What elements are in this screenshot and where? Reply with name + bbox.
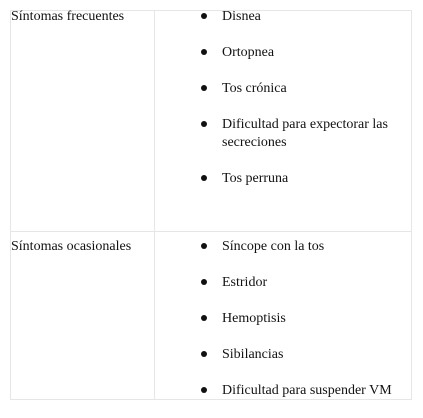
list-item-text: Sibilancias — [222, 347, 284, 362]
bullet-icon — [201, 279, 207, 285]
list-item — [156, 170, 423, 188]
list-item-text: Dificultad para suspender VM — [222, 383, 392, 398]
symptoms-table — [10, 10, 412, 400]
list-item — [156, 44, 423, 62]
list-item-text: Síncope con la tos — [222, 239, 325, 254]
column-divider — [154, 11, 155, 399]
list-item — [156, 274, 423, 292]
list-item — [156, 238, 423, 256]
list-item-text: Estridor — [222, 275, 268, 290]
list-item — [156, 346, 423, 364]
list-item — [156, 382, 423, 400]
occasional-symptoms-list — [156, 238, 423, 418]
list-item-text: Hemoptisis — [222, 311, 286, 326]
list-item — [156, 80, 423, 98]
list-item — [156, 310, 423, 328]
row-divider — [11, 231, 411, 232]
bullet-icon — [201, 121, 207, 127]
bullet-icon — [201, 387, 207, 393]
bullet-icon — [201, 13, 207, 19]
list-item-text: Dificultad para expectorar las secreciones — [222, 117, 388, 150]
list-item — [156, 116, 423, 152]
bullet-icon — [201, 175, 207, 181]
list-item — [156, 8, 423, 26]
list-item-text: Tos crónica — [222, 81, 287, 96]
list-item-text: Disnea — [222, 9, 261, 24]
bullet-icon — [201, 351, 207, 357]
bullet-icon — [201, 243, 207, 249]
frequent-symptoms-list — [156, 8, 423, 206]
row-label-occasional: Síntomas ocasionales — [11, 239, 132, 254]
bullet-icon — [201, 315, 207, 321]
list-item-text: Tos perruna — [222, 171, 289, 186]
bullet-icon — [201, 49, 207, 55]
list-item-text: Ortopnea — [222, 45, 275, 60]
bullet-icon — [201, 85, 207, 91]
row-label-frequent: Síntomas frecuentes — [11, 9, 125, 24]
